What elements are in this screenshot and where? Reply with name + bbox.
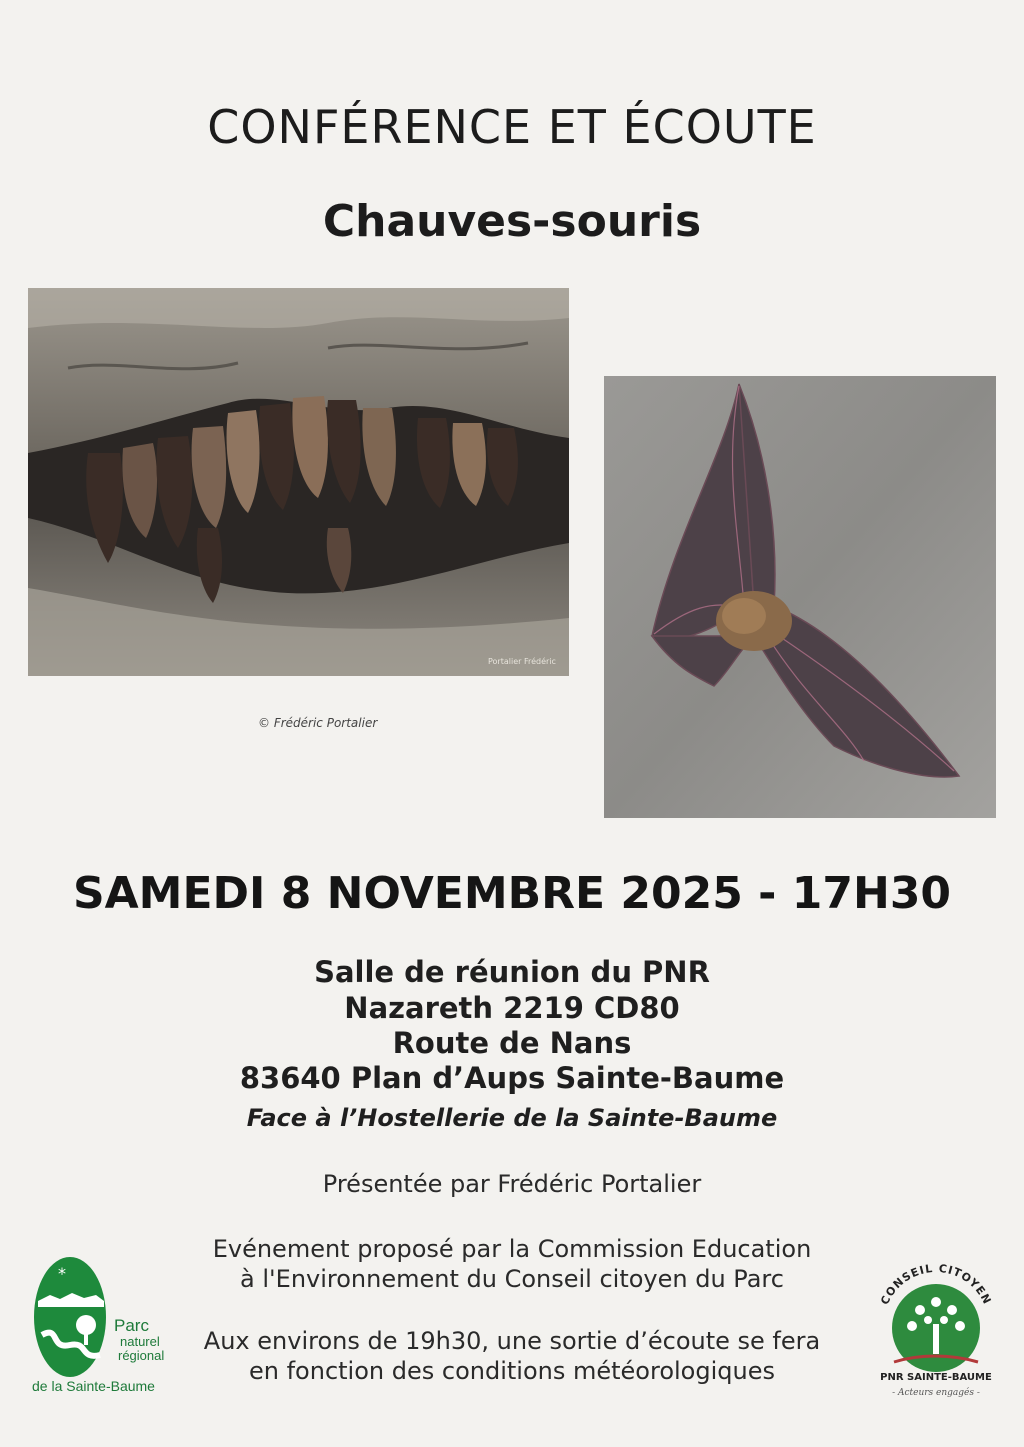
event-organizer-line: Evénement proposé par la Commission Education: [212, 1235, 812, 1263]
parc-logo-text: [114, 1317, 164, 1363]
cave-bats-photo: [28, 288, 569, 676]
parc-logo-line: naturel: [120, 1334, 160, 1349]
svg-text:*: *: [58, 1264, 66, 1283]
event-date-time: SAMEDI 8 NOVEMBRE 2025 - 17H30: [72, 868, 952, 919]
poster-subtitle: Chauves-souris: [322, 196, 702, 247]
address-note: Face à l’Hostellerie de la Sainte-Baume: [246, 1104, 778, 1132]
cave-bats-illustration: [28, 288, 569, 676]
poster-title: CONFÉRENCE ET ÉCOUTE: [207, 100, 817, 154]
event-organizer-line: à l'Environnement du Conseil citoyen du Parc: [240, 1265, 784, 1293]
photo-credit: © Frédéric Portalier: [258, 716, 378, 730]
conseil-logo-top-text: CONSEIL CITOYEN: [878, 1262, 994, 1307]
conseil-logo-tagline: - Acteurs engagés -: [892, 1388, 980, 1398]
address-line: 83640 Plan d’Aups Sainte-Baume: [239, 1061, 785, 1095]
outing-info-line: en fonction des conditions météorologiques: [249, 1357, 775, 1385]
flying-bat-illustration: [604, 376, 996, 818]
conseil-citoyen-logo-icon: [870, 1262, 1000, 1402]
conseil-logo-bottom-text: PNR SAINTE-BAUME: [880, 1372, 992, 1383]
address-line: Nazareth 2219 CD80: [344, 991, 680, 1025]
address-line: Route de Nans: [392, 1026, 632, 1060]
photo-watermark: Portalier Frédéric: [488, 657, 556, 666]
parc-naturel-logo-icon: [30, 1255, 120, 1380]
address-line: Salle de réunion du PNR: [314, 955, 710, 989]
flying-bat-photo: [604, 376, 996, 818]
parc-naturel-logo: [30, 1255, 170, 1400]
outing-info-line: Aux environs de 19h30, une sortie d’écoute se fera: [203, 1327, 821, 1355]
conseil-citoyen-logo: [870, 1262, 1000, 1402]
presenter-line: Présentée par Frédéric Portalier: [322, 1170, 702, 1198]
parc-logo-line: régional: [118, 1348, 165, 1363]
parc-logo-line: de la Sainte-Baume: [32, 1378, 155, 1394]
parc-logo-line: Parc: [114, 1316, 149, 1335]
